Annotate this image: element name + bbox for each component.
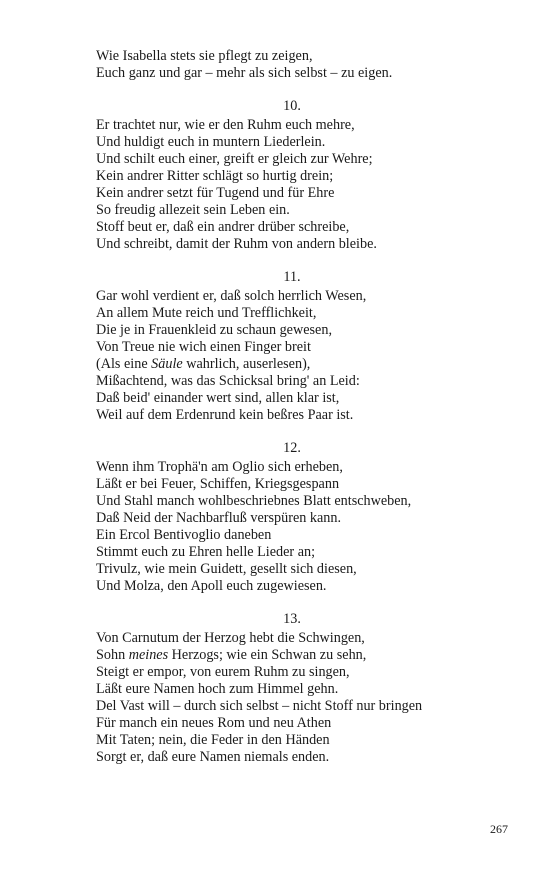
verse-line: Läßt eure Namen hoch zum Himmel gehn. bbox=[96, 681, 339, 697]
verse-line: Daß beid' einander wert sind, allen klar ist, bbox=[96, 390, 340, 406]
verse-line: Steigt er empor, von eurem Ruhm zu singen, bbox=[96, 664, 350, 680]
verse-line: Kein andrer Ritter schlägt so hurtig drein; bbox=[96, 168, 334, 184]
verse-line: Gar wohl verdient er, daß solch herrlich Wesen, bbox=[96, 288, 367, 304]
verse-line: Stimmt euch zu Ehren helle Lieder an; bbox=[96, 544, 316, 560]
verse-line: Sohn meines Herzogs; wie ein Schwan zu sehn, bbox=[96, 647, 367, 663]
verse-line: Von Treue nie wich einen Finger breit bbox=[96, 339, 311, 355]
verse-line: Del Vast will – durch sich selbst – nicht Stoff nur bringen bbox=[96, 698, 423, 714]
verse-line: Sorgt er, daß eure Namen niemals enden. bbox=[96, 749, 330, 765]
verse-line: Und huldigt euch in muntern Liederlein. bbox=[96, 134, 326, 150]
verse-line: Wenn ihm Trophä'n am Oglio sich erheben, bbox=[96, 459, 343, 475]
stanza-number: 10. bbox=[283, 98, 301, 114]
verse-line: An allem Mute reich und Trefflichkeit, bbox=[96, 305, 317, 321]
verse-line: Mit Taten; nein, die Feder in den Händen bbox=[96, 732, 330, 748]
stanza-number: 12. bbox=[283, 440, 301, 456]
stanza-13 bbox=[96, 611, 496, 766]
verse-line: Daß Neid der Nachbarfluß verspüren kann. bbox=[96, 510, 342, 526]
verse-line: Er trachtet nur, wie er den Ruhm euch mehre, bbox=[96, 117, 355, 133]
verse-line: Euch ganz und gar – mehr als sich selbst – zu eigen. bbox=[96, 65, 393, 81]
verse-line: Für manch ein neues Rom und neu Athen bbox=[96, 715, 332, 731]
verse-line: Und schilt euch einer, greift er gleich zur Wehre; bbox=[96, 151, 373, 167]
verse-line: Und Stahl manch wohlbeschriebnes Blatt entschweben, bbox=[96, 493, 412, 509]
verse-line: Und Molza, den Apoll euch zugewiesen. bbox=[96, 578, 327, 594]
intro-lines bbox=[96, 48, 496, 82]
verse-line: Die je in Frauenkleid zu schaun gewesen, bbox=[96, 322, 332, 338]
verse-line: Von Carnutum der Herzog hebt die Schwingen, bbox=[96, 630, 365, 646]
verse-line: Mißachtend, was das Schicksal bring' an Leid: bbox=[96, 373, 360, 389]
verse-line: Und schreibt, damit der Ruhm von andern bleibe. bbox=[96, 236, 377, 252]
stanza-12 bbox=[96, 440, 496, 595]
verse-line: Stoff beut er, daß ein andrer drüber schreibe, bbox=[96, 219, 350, 235]
stanza-number: 11. bbox=[283, 269, 301, 285]
verse-line: Kein andrer setzt für Tugend und für Ehre bbox=[96, 185, 335, 201]
stanza-11 bbox=[96, 269, 496, 424]
verse-line: Trivulz, wie mein Guidett, gesellt sich diesen, bbox=[96, 561, 357, 577]
verse-line: Läßt er bei Feuer, Schiffen, Kriegsgespann bbox=[96, 476, 340, 492]
verse-line: (Als eine Säule wahrlich, auserlesen), bbox=[96, 356, 311, 372]
verse-line: Ein Ercol Bentivoglio daneben bbox=[96, 527, 272, 543]
poem-text bbox=[96, 48, 496, 766]
stanza-10 bbox=[96, 98, 496, 253]
verse-line: Weil auf dem Erdenrund kein beßres Paar ist. bbox=[96, 407, 354, 423]
verse-line: Wie Isabella stets sie pflegt zu zeigen, bbox=[96, 48, 313, 64]
stanza-number: 13. bbox=[283, 611, 301, 627]
page-number: 267 bbox=[490, 822, 508, 836]
verse-line: So freudig allezeit sein Leben ein. bbox=[96, 202, 290, 218]
